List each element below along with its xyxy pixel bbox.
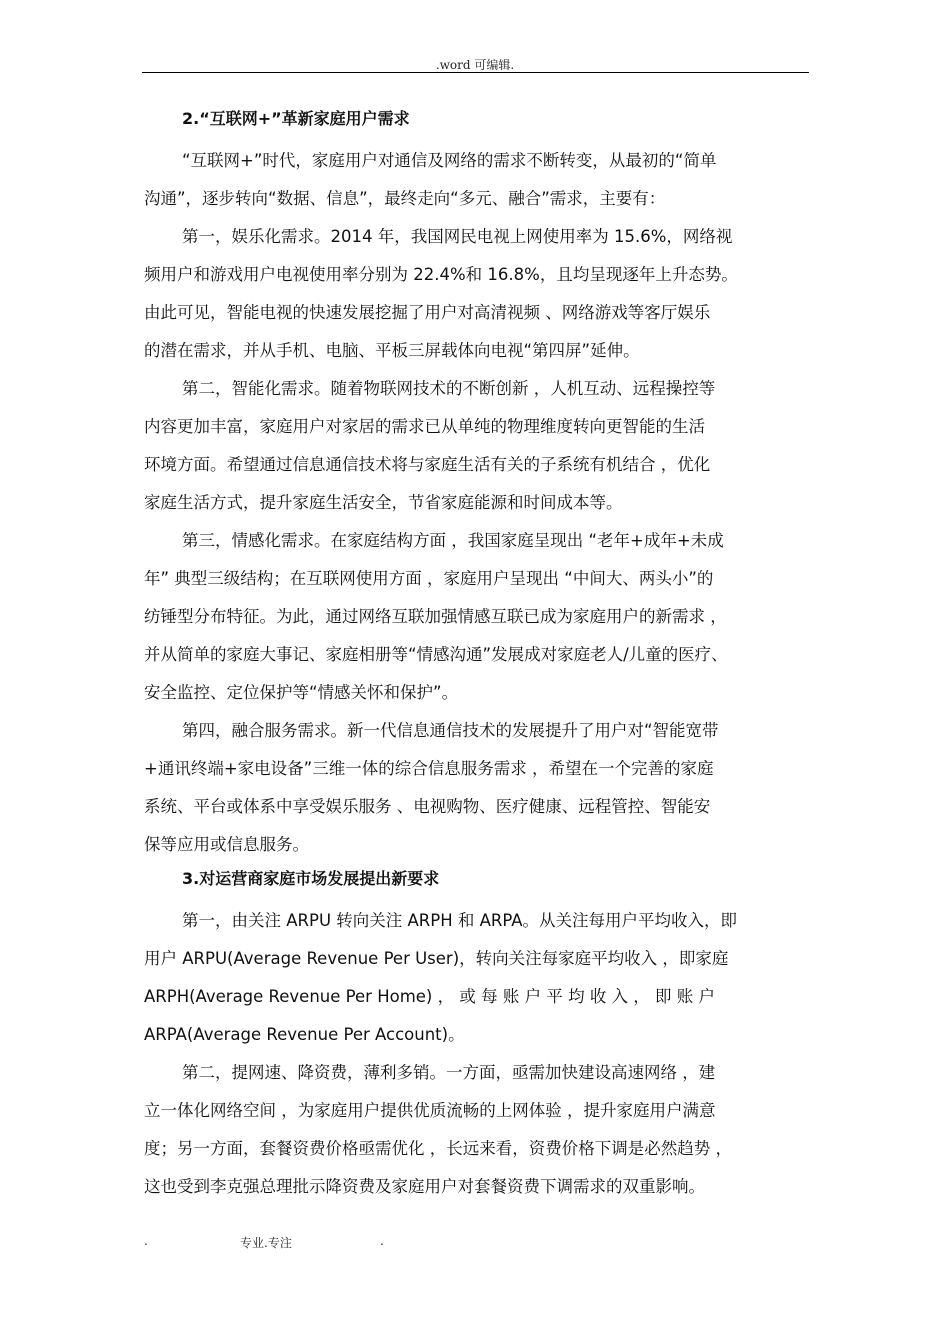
text-line: 保等应用或信息服务。: [144, 835, 309, 854]
paragraph-intro: [144, 142, 824, 218]
text-line: 第三，情感化需求。在家庭结构方面 ，我国家庭呈现出 “老年+成年+未成: [182, 531, 724, 550]
footer-text: 专业.专注: [240, 1236, 292, 1250]
text-line: 第一，娱乐化需求。2014 年，我国网民电视上网使用率为 15.6%，网络视: [182, 227, 733, 246]
text-line: 家庭生活方式，提升家庭生活安全，节省家庭能源和时间成本等。: [144, 493, 623, 512]
text-line: 由此可见，智能电视的快速发展挖掘了用户对高清视频 、网络游戏等客厅娱乐: [144, 303, 711, 322]
paragraph-emotion: [144, 522, 824, 712]
page-header: .word 可编辑.: [435, 58, 515, 72]
text-line: 沟通”，逐步转向“数据、信息”，最终走向“多元、融合”需求，主要有：: [144, 189, 666, 208]
text-line: 第二，提网速、降资费，薄利多销。一方面，亟需加快建设高速网络 ，建: [182, 1063, 716, 1082]
text-line: “互联网+”时代，家庭用户对通信及网络的需求不断转变，从最初的“简单: [182, 151, 717, 170]
footer-dot-left: .: [144, 1234, 148, 1248]
section-heading: 3.对运营商家庭市场发展提出新要求: [182, 869, 440, 888]
text-line: 年” 典型三级结构；在互联网使用方面 ，家庭用户呈现出 “中间大、两头小”的: [144, 569, 714, 588]
text-line: 纺锤型分布特征。为此，通过网络互联加强情感互联已成为家庭用户的新需求 ，: [144, 607, 727, 626]
text-line: 并从简单的家庭大事记、家庭相册等“情感沟通”发展成对家庭老人/儿童的医疗、: [144, 645, 728, 664]
text-line: 度；另一方面，套餐资费价格亟需优化 ，长远来看，资费价格下调是必然趋势 ，: [144, 1139, 732, 1158]
header-rule: [142, 72, 809, 73]
text-line: 这也受到李克强总理批示降资费及家庭用户对套餐资费下调需求的双重影响。: [144, 1177, 705, 1196]
text-line: 内容更加丰富，家庭用户对家居的需求已从单纯的物理维度转向更智能的生活: [144, 417, 705, 436]
paragraph-speed-pricing: [144, 1054, 824, 1206]
page-footer: [144, 1234, 444, 1254]
section-heading: 2.“互联网+”革新家庭用户需求: [182, 109, 410, 128]
text-line: ARPA(Average Revenue Per Account)。: [144, 1025, 465, 1044]
text-line: 立一体化网络空间 ，为家庭用户提供优质流畅的上网体验 ，提升家庭用户满意: [144, 1101, 716, 1120]
footer-dot-right: .: [380, 1234, 384, 1248]
document-body: [144, 104, 824, 1206]
text-line: 第二，智能化需求。随着物联网技术的不断创新 ，人机互动、远程操控等: [182, 379, 716, 398]
text-line: 频用户和游戏用户电视使用率分别为 22.4%和 16.8%，且均呈现逐年上升态势。: [144, 265, 738, 284]
text-line: 系统、平台或体系中享受娱乐服务 、电视购物、医疗健康、远程管控、智能安: [144, 797, 711, 816]
paragraph-intelligence: [144, 370, 824, 522]
text-line: 用户 ARPU(Average Revenue Per User)，转向关注每家庭平均收入 ，即家庭: [144, 949, 729, 968]
text-line: 的潜在需求，并从手机、电脑、平板三屏载体向电视“第四屏”延伸。: [144, 341, 640, 360]
text-line: 安全监控、定位保护等“情感关怀和保护”。: [144, 683, 459, 702]
paragraph-entertainment: [144, 218, 824, 370]
text-line: 环境方面。希望通过信息通信技术将与家庭生活有关的子系统有机结合 ，优化: [144, 455, 711, 474]
text-line: 第四，融合服务需求。新一代信息通信技术的发展提升了用户对“智能宽带: [182, 721, 719, 740]
paragraph-convergence: [144, 712, 824, 864]
text-line: ARPH(Average Revenue Per Home) ， 或 每 账 户 平 均 收 入 ， 即 账 户: [144, 987, 716, 1006]
paragraph-arpu: [144, 902, 824, 1054]
text-line: +通讯终端+家电设备”三维一体的综合信息服务需求 ，希望在一个完善的家庭: [144, 759, 714, 778]
text-line: 第一，由关注 ARPU 转向关注 ARPH 和 ARPA。从关注每用户平均收入，即: [182, 911, 738, 930]
